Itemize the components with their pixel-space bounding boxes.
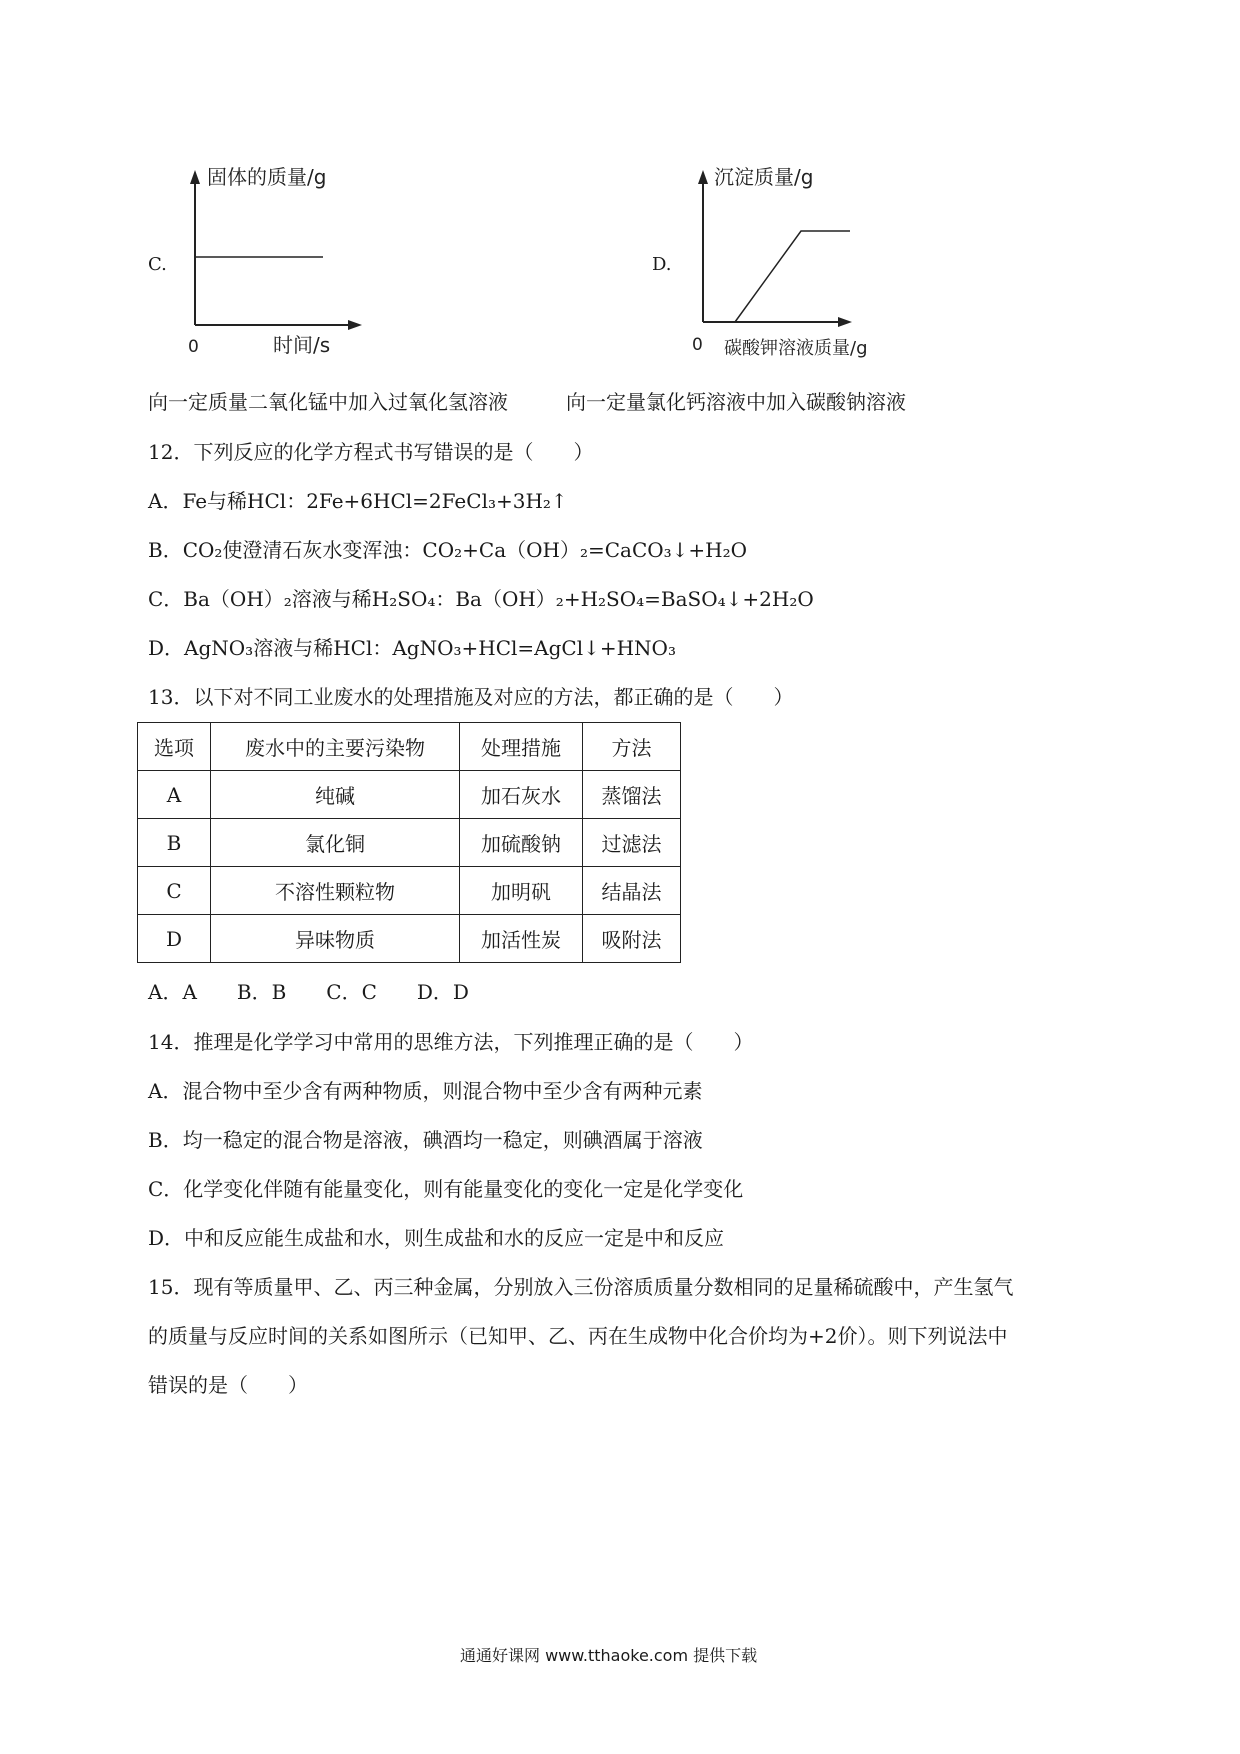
graph-d-line	[735, 231, 850, 322]
table-row	[138, 867, 681, 915]
graph-d-origin: 0	[692, 335, 703, 355]
table-cell: 异味物质	[211, 915, 460, 963]
graph-d-x-arrow	[838, 317, 852, 327]
table-cell: 过滤法	[583, 819, 681, 867]
table-cell: A	[138, 771, 211, 819]
graph-d-y-arrow	[698, 170, 708, 184]
q12-stem: 12．下列反应的化学方程式书写错误的是（ ）	[148, 440, 594, 464]
table-cell: D	[138, 915, 211, 963]
graph-d-ylabel: 沉淀质量/g	[714, 165, 814, 189]
table-row	[138, 771, 681, 819]
q12-option-d: D．AgNO₃溶液与稀HCl：AgNO₃+HCl=AgCl↓+HNO₃	[148, 636, 676, 660]
q14-option-a: A．混合物中至少含有两种物质，则混合物中至少含有两种元素	[148, 1079, 703, 1103]
graph-d-letter: D.	[652, 254, 672, 275]
table-cell: 蒸馏法	[583, 771, 681, 819]
q13-table	[137, 722, 681, 963]
q14-option-d: D．中和反应能生成盐和水，则生成盐和水的反应一定是中和反应	[148, 1226, 725, 1250]
graph-c	[180, 160, 370, 360]
graph-c-xlabel: 时间/s	[273, 333, 331, 357]
graph-c-letter: C.	[148, 254, 167, 275]
q13-stem: 13．以下对不同工业废水的处理措施及对应的方法，都正确的是（ ）	[148, 685, 794, 709]
table-header: 选项	[138, 723, 211, 771]
table-cell: 氯化铜	[211, 819, 460, 867]
q15-line-1: 15．现有等质量甲、乙、丙三种金属，分别放入三份溶质质量分数相同的足量稀硫酸中，产生氢气	[148, 1275, 1014, 1299]
table-row	[138, 915, 681, 963]
table-cell: 纯碱	[211, 771, 460, 819]
table-cell: 不溶性颗粒物	[211, 867, 460, 915]
graph-d	[680, 160, 910, 360]
q14-stem: 14．推理是化学学习中常用的思维方法，下列推理正确的是（ ）	[148, 1030, 754, 1054]
table-cell: C	[138, 867, 211, 915]
table-cell: 吸附法	[583, 915, 681, 963]
graph-c-origin: 0	[188, 337, 199, 357]
table-cell: 加石灰水	[460, 771, 583, 819]
graph-d-xlabel: 碳酸钾溶液质量/g	[724, 338, 868, 359]
q15-line-3: 错误的是（ ）	[148, 1373, 308, 1397]
table-row	[138, 819, 681, 867]
table-cell: 加明矾	[460, 867, 583, 915]
q15-line-2: 的质量与反应时间的关系如图所示（已知甲、乙、丙在生成物中化合价均为+2价）。则下列说法中	[148, 1324, 1008, 1348]
q12-option-a: A．Fe与稀HCl：2Fe+6HCl=2FeCl₃+3H₂↑	[148, 489, 568, 513]
table-header-row	[138, 723, 681, 771]
table-header: 废水中的主要污染物	[211, 723, 460, 771]
table-cell: 加活性炭	[460, 915, 583, 963]
q12-option-b: B．CO₂使澄清石灰水变浑浊：CO₂+Ca（OH）₂=CaCO₃↓+H₂O	[148, 538, 748, 562]
q13-answers: A．A B．B C．C D．D	[148, 980, 469, 1004]
q12-option-c: C．Ba（OH）₂溶液与稀H₂SO₄：Ba（OH）₂+H₂SO₄=BaSO₄↓+2H₂O	[148, 587, 814, 611]
q14-option-c: C．化学变化伴随有能量变化，则有能量变化的变化一定是化学变化	[148, 1177, 744, 1201]
table-cell: B	[138, 819, 211, 867]
q14-option-b: B．均一稳定的混合物是溶液，碘酒均一稳定，则碘酒属于溶液	[148, 1128, 703, 1152]
table-cell: 结晶法	[583, 867, 681, 915]
graph-c-caption: 向一定质量二氧化锰中加入过氧化氢溶液	[148, 390, 508, 414]
table-header: 方法	[583, 723, 681, 771]
graph-d-caption: 向一定量氯化钙溶液中加入碳酸钠溶液	[566, 390, 906, 414]
graph-c-x-arrow	[348, 320, 362, 330]
graph-c-ylabel: 固体的质量/g	[207, 165, 327, 189]
page-footer: 通通好课网 www.tthaoke.com 提供下载	[460, 1646, 758, 1665]
graph-c-y-arrow	[190, 170, 200, 184]
table-header: 处理措施	[460, 723, 583, 771]
table-cell: 加硫酸钠	[460, 819, 583, 867]
